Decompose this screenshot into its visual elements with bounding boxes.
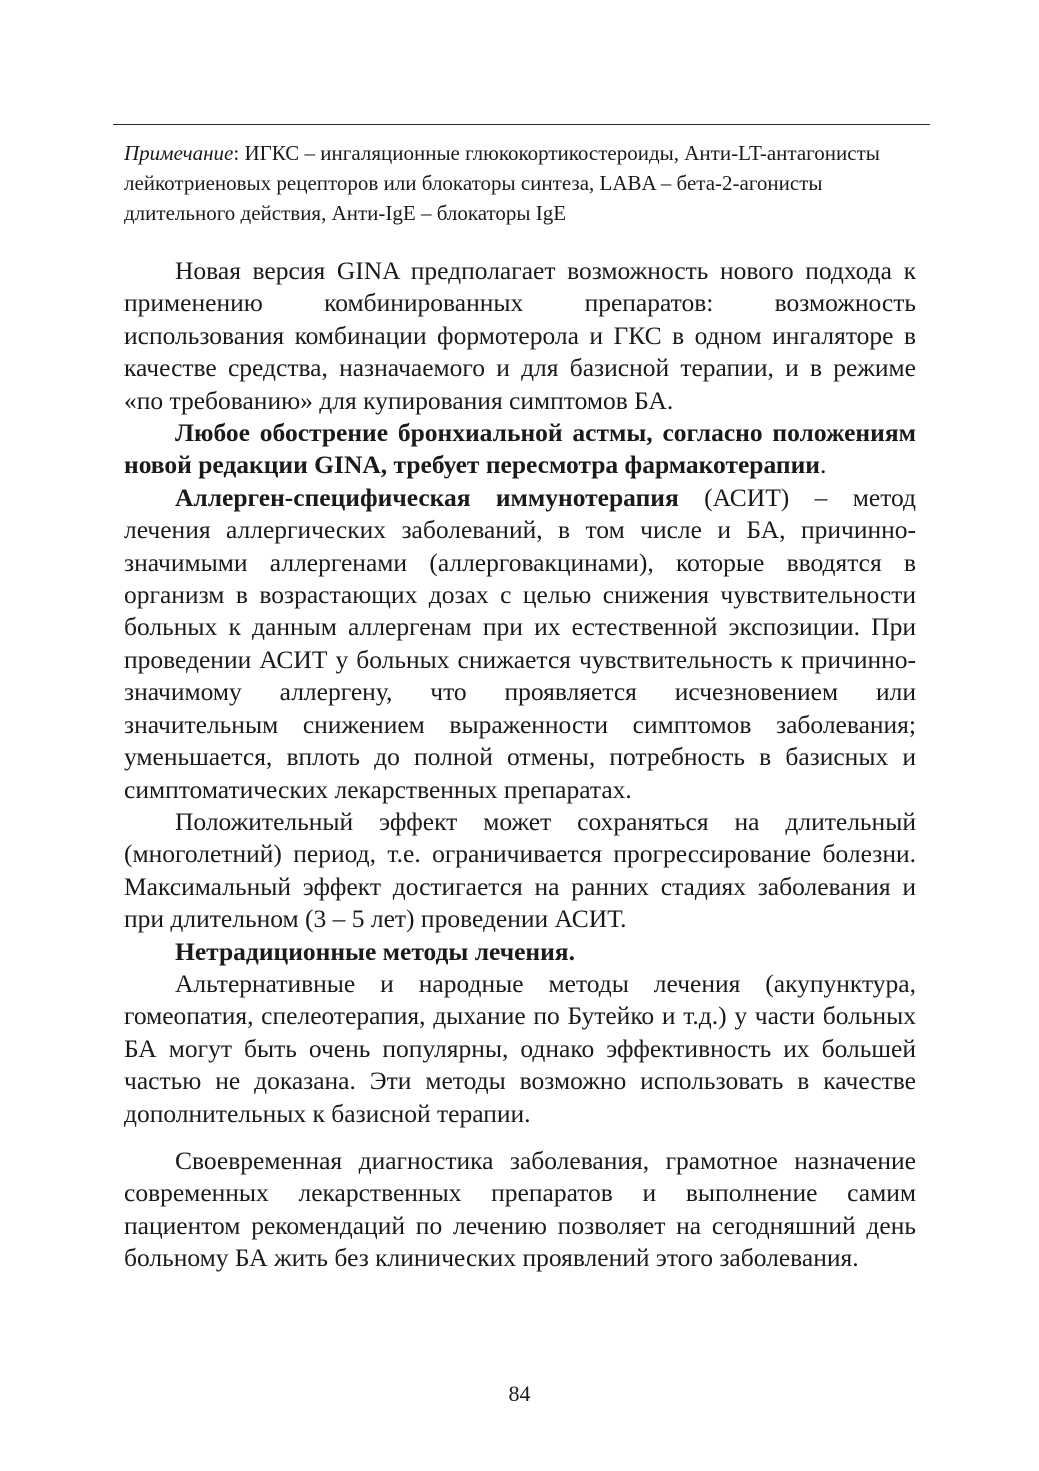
page-number: 84 (508, 1381, 531, 1406)
paragraph-asit (124, 482, 916, 806)
paragraph-conclusion: Своевременная диагностика заболевания, грамотное назначение современных лекарственных препаратов и выполнение самим пациентом рекомендаций по лечению позволяет на сегодняшний день больному БА жить без клинических проявлений этого заболевания. (124, 1145, 916, 1273)
paragraph-alternative-methods: Альтернативные и народные методы лечения (акупунктура, гомеопатия, спелеотерапия, дыхание по Бутейко и т.д.) у части больных БА могут быть очень популярны, однако эффективность их большей частью не доказана. Эти методы возможно использовать в качестве дополнительных к базисной терапии. (124, 968, 916, 1128)
footnote-text: : ИГКС – ингаляционные глюкокортикостероиды, Анти-LT-антагонисты лейкотриеновых рецепторов или блокаторы синтеза, LABA – бета-2-агонисты длительного действия, Анти-IgE – блокаторы IgE (124, 141, 880, 225)
paragraph-gina-new-version: Новая версия GINA предполагает возможность нового подхода к применению комбинированных препаратов: возможность использования комбинации формотерола и ГКС в одном ингаляторе в качестве средства, назначаемого и для базисной терапии, и в режиме «по требованию» для купирования симптомов БА. (124, 256, 916, 415)
exacerbation-end: . (819, 450, 827, 480)
nontraditional-heading: Нетрадиционные методы лечения. (175, 936, 575, 966)
footnote-lead: Примечание (124, 141, 234, 165)
paragraph-exacerbation (124, 417, 916, 482)
asit-definition: (АСИТ) – метод лечения аллергических заболеваний, в том числе и БА, причинно-значимыми аллергенами (аллерговакцинами), которые вводятся в организм в возрастающих дозах с целью снижения чувствительности больных к данным аллергенам при их естественной экспозиции. При проведении АСИТ у больных снижается чувствительность к причинно-значимому аллергену, что проявляется исчезновением или значительным снижением выраженности симптомов заболевания; уменьшается, вплоть до полной отмены, потребность в базисных и симптоматических лекарственных препаратах. (124, 482, 916, 804)
paragraph-positive-effect: Положительный эффект может сохраняться на длительный (многолетний) период, т.е. ограничивается прогрессирование болезни. Максимальный эффект достигается на ранних стадиях заболевания и при длительном (3 – 5 лет) проведении АСИТ. (124, 806, 916, 934)
table-footnote (124, 138, 924, 228)
exacerbation-bold-text: Любое обострение бронхиальной астмы, согласно положениям новой редакции GINA, требует пересмотра фармакотерапии (124, 418, 916, 480)
footnote-separator-rule (113, 124, 930, 125)
page-body (124, 255, 916, 1275)
paragraph-nontraditional-heading (124, 936, 916, 968)
asit-term: Аллерген-специфическая иммунотерапия (175, 482, 679, 512)
footnote-paragraph (124, 138, 924, 228)
